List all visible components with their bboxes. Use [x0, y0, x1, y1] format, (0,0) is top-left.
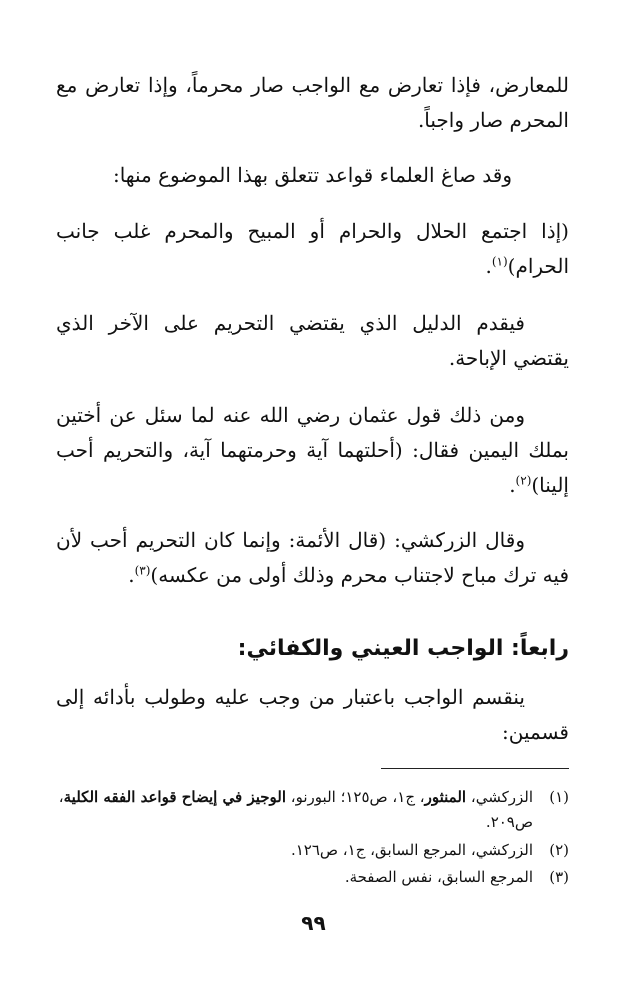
- paragraph-6-text: وقال الزركشي: (قال الأئمة: وإنما كان التحريم أحب لأن فيه ترك مباح لاجتناب محرم وذلك أولى من عكسه): [56, 528, 569, 587]
- section-intro-text: ينقسم الواجب باعتبار من وجب عليه وطولب بأدائه إلى قسمين:: [56, 685, 569, 744]
- paragraph-1: [56, 68, 569, 138]
- footnote-1-ref-1: ، ج١، ص١٢٥؛ البورنو،: [286, 788, 425, 806]
- footnote-ref-1: (١): [491, 254, 508, 269]
- footnote-ref-2: (٢): [515, 473, 532, 488]
- footnote-3-number: (٣): [549, 868, 569, 886]
- paragraph-6: [56, 523, 569, 593]
- footnote-1-author: الزركشي،: [466, 788, 533, 806]
- paragraph-3-rule-quote: [56, 214, 569, 284]
- paragraph-2: [56, 158, 569, 193]
- paragraph-4: [56, 306, 569, 376]
- footnote-1-ref-2: ، ص٢٠٩.: [58, 788, 533, 831]
- paragraph-5: [56, 398, 569, 503]
- footnote-separator: [381, 768, 569, 769]
- section-heading: رابعاً: الواجب العيني والكفائي:: [237, 636, 569, 661]
- footnote-1-title-2: الوجيز في إيضاح قواعد الفقه الكلية: [63, 788, 287, 806]
- footnote-2-text: الزركشي، المرجع السابق، ج١، ص١٢٦.: [290, 841, 533, 859]
- footnote-1: [56, 785, 569, 835]
- paragraph-4-text: فيقدم الدليل الذي يقتضي التحريم على الآخر الذي يقتضي الإباحة.: [56, 311, 569, 370]
- footnote-2: [56, 838, 569, 863]
- paragraph-3-end: .: [485, 254, 492, 278]
- paragraph-5-end: .: [509, 473, 516, 497]
- paragraph-5-text: ومن ذلك قول عثمان رضي الله عنه لما سئل عن أختين بملك اليمين فقال: (أحلتهما آية وحرمتهما آية، والتحريم أحب إلينا): [56, 403, 569, 497]
- paragraph-2-text: وقد صاغ العلماء قواعد تتعلق بهذا الموضوع منها:: [112, 163, 513, 187]
- page-number: ٩٩: [301, 911, 326, 935]
- footnote-1-number: (١): [549, 788, 569, 806]
- footnote-3-text: المرجع السابق، نفس الصفحة.: [344, 868, 533, 886]
- footnote-1-text: [56, 785, 533, 835]
- footnote-2-number: (٢): [549, 841, 569, 859]
- paragraph-6-end: .: [128, 563, 135, 587]
- footnote-ref-3: (٣): [134, 563, 151, 578]
- section-intro: [56, 680, 569, 750]
- paragraph-1-text: للمعارض، فإذا تعارض مع الواجب صار محرماً، وإذا تعارض مع المحرم صار واجباً.: [56, 73, 569, 132]
- footnote-1-title-1: المنثور: [424, 788, 467, 806]
- footnote-3: [56, 865, 569, 890]
- paragraph-3-text: (إذا اجتمع الحلال والحرام أو المبيح والمحرم غلب جانب الحرام): [56, 219, 569, 278]
